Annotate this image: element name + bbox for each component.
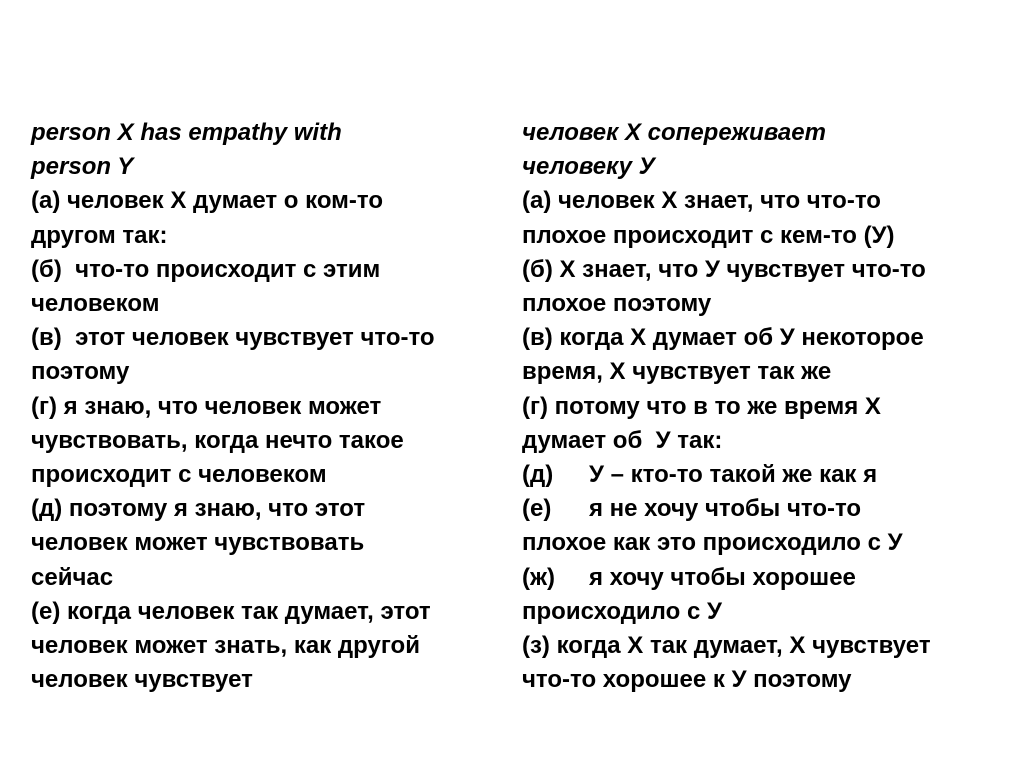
left-line-e1: (е) когда человек так думает, этот: [31, 597, 431, 625]
left-column: [31, 116, 521, 697]
right-text-zh: я хочу чтобы хорошее: [589, 563, 856, 591]
right-line-z2: что-то хорошее к У поэтому: [522, 666, 852, 694]
right-text-e: я не хочу чтобы что-то: [589, 495, 862, 523]
right-line-e: [522, 492, 1017, 526]
right-marker-e: (е): [522, 495, 552, 523]
right-line-e2: плохое как это происходило с У: [522, 529, 903, 557]
left-line-a2: другом так:: [31, 221, 168, 249]
right-line-zh: [522, 561, 1017, 595]
right-marker-zh: (ж): [522, 563, 555, 591]
left-line-g3: происходит с человеком: [31, 461, 327, 489]
left-line-v1: (в) этот человек чувствует что-то: [31, 324, 435, 352]
right-line-d: [522, 458, 1017, 492]
left-line-e2: человек может знать, как другой: [31, 632, 420, 660]
right-marker-d: (д): [522, 461, 554, 489]
left-line-a1: (а) человек Х думает о ком-то: [31, 187, 384, 215]
right-line-b2: плохое поэтому: [522, 290, 712, 318]
left-line-e3: человек чувствует: [31, 666, 253, 694]
right-column: [522, 116, 1017, 697]
left-line-b2: человеком: [31, 290, 160, 318]
right-line-a2: плохое происходит с кем-то (У): [522, 221, 895, 249]
left-line-v2: поэтому: [31, 358, 130, 386]
right-line-b1: (б) Х знает, что У чувствует что-то: [522, 255, 926, 283]
left-line-g1: (г) я знаю, что человек может: [31, 392, 382, 420]
right-line-v2: время, Х чувствует так же: [522, 358, 832, 386]
right-line-a1: (а) человек Х знает, что что-то: [522, 187, 881, 215]
left-line-d1: (д) поэтому я знаю, что этот: [31, 495, 366, 523]
right-heading: человек Х сопереживает человеку У: [522, 119, 826, 181]
right-line-zh2: происходило с У: [522, 597, 722, 625]
right-line-z1: (з) когда Х так думает, Х чувствует: [522, 632, 931, 660]
right-line-v1: (в) когда Х думает об У некоторое: [522, 324, 924, 352]
left-line-g2: чувствовать, когда нечто такое: [31, 426, 404, 454]
left-line-d3: сейчас: [31, 563, 114, 591]
right-line-g2: думает об У так:: [522, 426, 723, 454]
left-line-d2: человек может чувствовать: [31, 529, 365, 557]
left-heading: person X has empathy with person Y: [31, 119, 342, 181]
left-line-b1: (б) что-то происходит с этим: [31, 255, 381, 283]
right-line-g1: (г) потому что в то же время Х: [522, 392, 881, 420]
right-text-d: У – кто-то такой же как я: [589, 461, 878, 489]
